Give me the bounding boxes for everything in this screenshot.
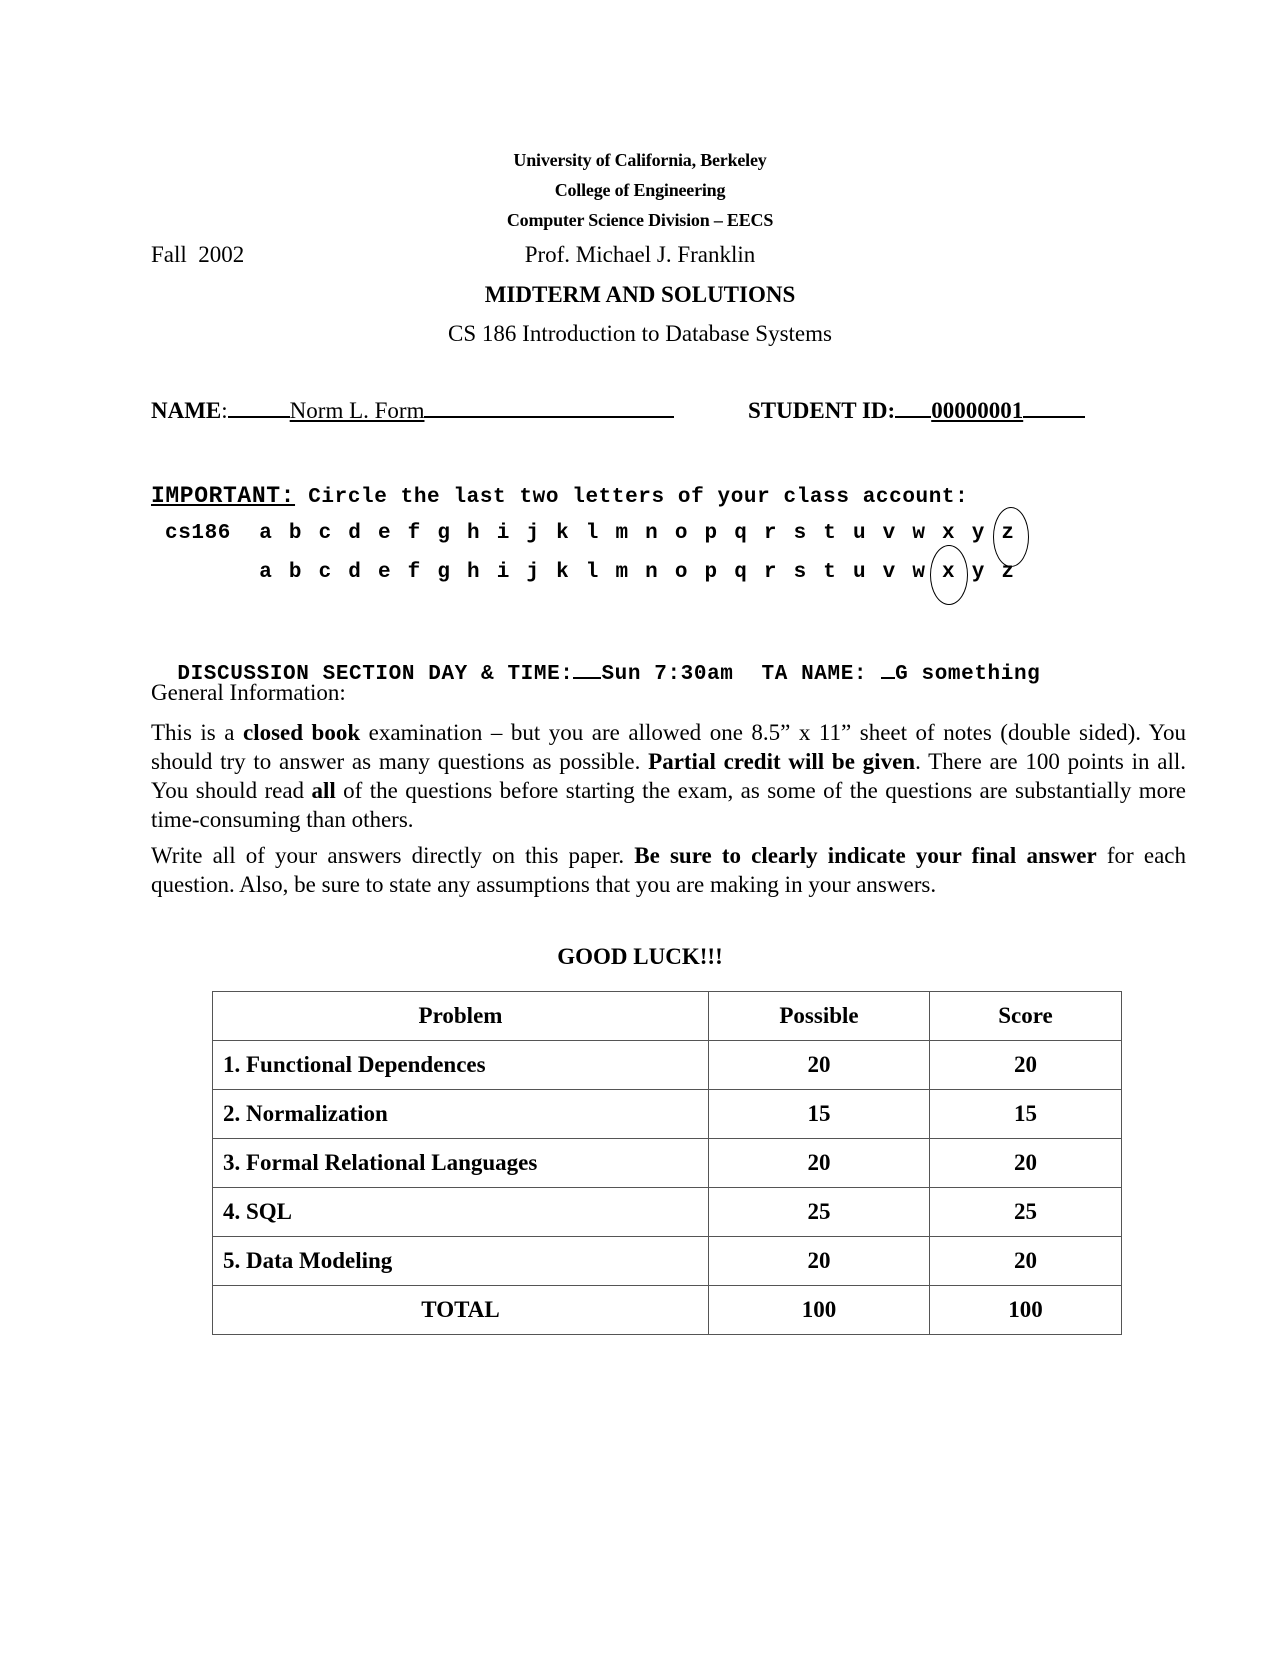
professor: Prof. Michael J. Franklin: [524, 242, 756, 267]
university-name: University of California, Berkeley: [513, 150, 767, 170]
name-blank-left: [228, 415, 290, 418]
name-label: NAME: [151, 398, 222, 423]
discussion-blank: [573, 676, 601, 679]
problem-cell: 5. Data Modeling: [213, 1237, 709, 1286]
student-id-blank-left: [895, 415, 931, 418]
problem-cell: 3. Formal Relational Languages: [213, 1139, 709, 1188]
possible-cell: 20: [709, 1041, 930, 1090]
table-row: [213, 1041, 1122, 1090]
problem-cell: 1. Functional Dependences: [213, 1041, 709, 1090]
ta-value: G something: [895, 663, 1041, 686]
course-title: CS 186 Introduction to Database Systems: [448, 321, 832, 346]
student-id-label: STUDENT ID:: [748, 398, 896, 423]
division-name: Computer Science Division – EECS: [506, 210, 774, 230]
name-blank-right: [424, 415, 674, 418]
term: Fall 2002: [151, 242, 245, 267]
circle-mark-z: [993, 507, 1029, 567]
score-cell: 20: [930, 1139, 1122, 1188]
instruction-text: Circle the last two letters of your class account:: [295, 486, 969, 509]
total-possible: 100: [709, 1286, 930, 1335]
total-row: [213, 1286, 1122, 1335]
possible-cell: 20: [709, 1237, 930, 1286]
letters-row-2[interactable]: a b c d e f g h i j k l m n o p q r s t u v w x y z: [259, 561, 1015, 584]
possible-cell: 25: [709, 1188, 930, 1237]
important-instruction: [151, 483, 968, 509]
table-row: [213, 1139, 1122, 1188]
name-colon: :: [221, 398, 228, 423]
score-cell: 20: [930, 1041, 1122, 1090]
name-field[interactable]: [151, 398, 674, 424]
score-table: [212, 991, 1122, 1335]
table-row: [213, 1237, 1122, 1286]
score-cell: 25: [930, 1188, 1122, 1237]
table-row: [213, 1090, 1122, 1139]
possible-cell: 20: [709, 1139, 930, 1188]
general-info-heading: General Information:: [151, 680, 346, 705]
score-cell: 20: [930, 1237, 1122, 1286]
good-luck-text: GOOD LUCK!!!: [557, 944, 723, 969]
discussion-label: DISCUSSION SECTION DAY & TIME:: [177, 663, 574, 686]
general-info-paragraph-2: Write all of your answers directly on this paper. Be sure to clearly indicate your final answer for each question. Also, be sure to state any assumptions that you are making in your answers.: [151, 843, 1186, 897]
header-score: Score: [930, 992, 1122, 1041]
possible-cell: 15: [709, 1090, 930, 1139]
table-header-row: [213, 992, 1122, 1041]
exam-title: MIDTERM AND SOLUTIONS: [484, 282, 796, 307]
table-row: [213, 1188, 1122, 1237]
letters-row-1[interactable]: a b c d e f g h i j k l m n o p q r s t u v w x y z: [259, 522, 1015, 545]
college-name: College of Engineering: [554, 180, 726, 200]
account-letters-row-2: [165, 561, 1023, 584]
problem-cell: 2. Normalization: [213, 1090, 709, 1139]
account-letters-row-1: [165, 522, 1023, 545]
header-possible: Possible: [709, 992, 930, 1041]
student-id-value: 00000001: [931, 398, 1024, 423]
account-prefix: cs186: [165, 522, 232, 545]
student-id-field[interactable]: [748, 398, 1085, 424]
name-value: Norm L. Form: [289, 398, 425, 423]
important-label: IMPORTANT:: [151, 483, 296, 509]
ta-blank: [881, 676, 895, 679]
total-score: 100: [930, 1286, 1122, 1335]
circle-mark-x: [930, 545, 968, 605]
student-id-blank-right: [1023, 415, 1085, 418]
discussion-value: Sun 7:30am: [601, 663, 734, 686]
header-problem: Problem: [213, 992, 709, 1041]
total-label: TOTAL: [213, 1286, 709, 1335]
general-info-paragraph-1: This is a closed book examination – but you are allowed one 8.5” x 11” sheet of notes (double sided). You should try to answer as many questions as possible. Partial credit will be given. There are 100 points in all. You should read all of the questions before starting the exam, as some of the questions are substantially more time-consuming than others.: [151, 720, 1186, 832]
score-cell: 15: [930, 1090, 1122, 1139]
ta-label: TA NAME:: [761, 663, 868, 686]
problem-cell: 4. SQL: [213, 1188, 709, 1237]
